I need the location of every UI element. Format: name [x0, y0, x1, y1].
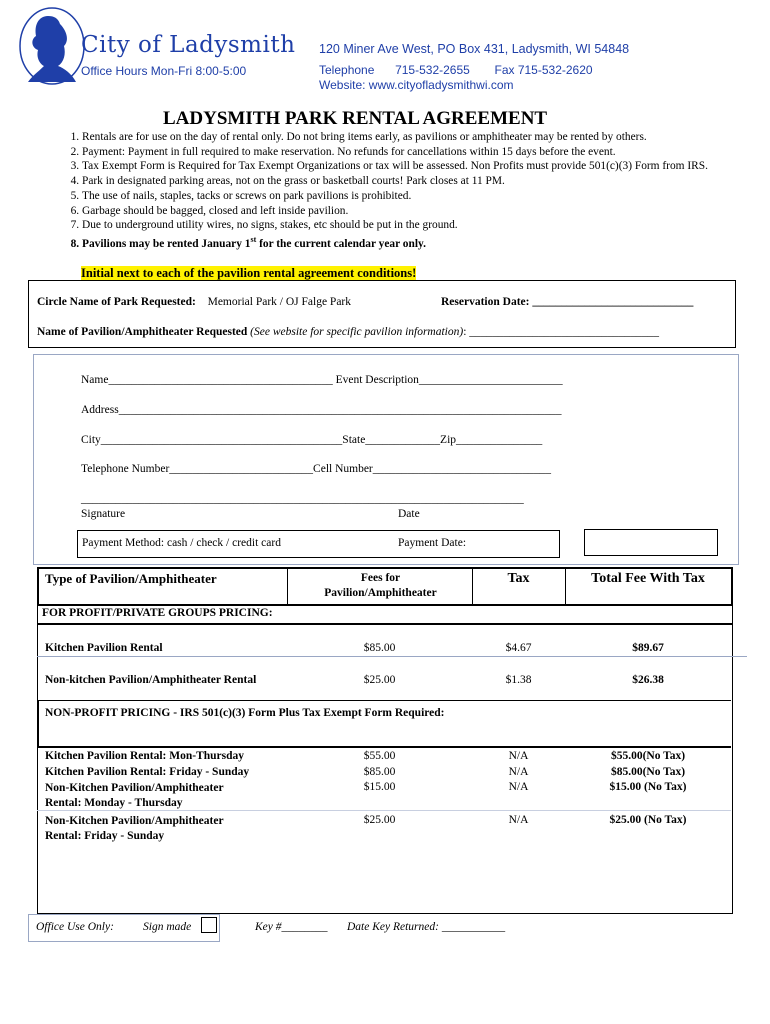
city-state-zip-field[interactable]: City__________________________________________State_____________Zip_______________ [81, 434, 543, 446]
pavilion-line[interactable] [37, 326, 659, 338]
row-fee: $25.00 [363, 814, 396, 826]
rule-item: 7. Due to underground utility wires, no signs, stakes, etc should be put in the ground. [82, 218, 770, 233]
payment-date[interactable]: Payment Date: [398, 537, 467, 549]
city-logo-silhouette [18, 6, 86, 91]
city-address: 120 Miner Ave West, PO Box 431, Ladysmith, WI 54848 [319, 42, 630, 56]
row-tax: $1.38 [505, 674, 532, 686]
header-tax: Tax [507, 571, 530, 586]
reservation-date-field[interactable]: Reservation Date: ____________________________ [441, 296, 694, 308]
header-type: Type of Pavilion/Amphitheater [45, 571, 217, 586]
rule-item: 4. Park in designated parking areas, not on the grass or basketball courts! Park closes at 11 PM. [82, 174, 770, 189]
date-key-returned-field[interactable]: Date Key Returned: ___________ [347, 921, 506, 933]
row-fee: $85.00 [363, 642, 396, 654]
office-use-label: Office Use Only: [36, 921, 114, 933]
non-profit-label: NON-PROFIT PRICING - IRS 501(c)(3) Form Plus Tax Exempt Form Required: [45, 707, 445, 719]
website[interactable]: Website: www.cityofladysmithwi.com [319, 78, 514, 92]
row-type: Kitchen Pavilion Rental: Friday - Sunday [45, 766, 250, 778]
row-divider [37, 810, 731, 811]
rule-item: 3. Tax Exempt Form is Required for Tax Exempt Organizations or tax will be assessed. Non Profits must provide 501(c)(3) Form from IRS. [82, 159, 770, 174]
signature-line[interactable]: _____________________________________________________________________________ [81, 493, 524, 505]
row-type: Kitchen Pavilion Rental: Mon-Thursday [45, 750, 245, 762]
header-total: Total Fee With Tax [591, 571, 705, 586]
pavilion-label: Name of Pavilion/Amphitheater Requested [37, 326, 248, 338]
rule-item: 2. Payment: Payment in full required to make reservation. No refunds for cancellations within 15 days before the event. [82, 145, 770, 160]
row-tax: $4.67 [505, 642, 532, 654]
telephone-number: 715-532-2655 [395, 63, 470, 77]
row-divider [37, 656, 747, 657]
row-divider [37, 700, 39, 746]
row-fee: $15.00 [363, 781, 396, 793]
rule-item: 5. The use of nails, staples, tacks or screws on park pavilions is prohibited. [82, 189, 770, 204]
name-field[interactable]: Name_______________________________________ Event Description_________________________ [81, 374, 563, 386]
col-divider [287, 567, 288, 604]
row-divider [37, 623, 733, 625]
row-divider [37, 700, 731, 701]
row-total: $85.00(No Tax) [610, 766, 686, 778]
office-hours: Office Hours Mon-Fri 8:00-5:00 [81, 64, 247, 78]
office-stamp-box [584, 529, 718, 556]
city-name: City of Ladysmith [81, 32, 296, 58]
park-line [37, 296, 351, 308]
page-title: LADYSMITH PARK RENTAL AGREEMENT [163, 108, 548, 129]
rules-list [34, 130, 770, 251]
key-number-field[interactable]: Key #________ [255, 921, 328, 933]
row-type: Non-Kitchen Pavilion/Amphitheater Rental: Monday - Thursday [45, 782, 224, 809]
rule-item: 8. Pavilions may be rented January 1st for the current calendar year only. [82, 233, 770, 252]
sign-made-label: Sign made [143, 921, 192, 933]
pavilion-note: (See website for specific pavilion information) [250, 326, 464, 338]
row-total: $15.00 (No Tax) [609, 781, 687, 793]
pavilion-blank[interactable]: : _________________________________ [463, 326, 660, 338]
row-divider [37, 746, 731, 748]
payment-method[interactable]: Payment Method: cash / check / credit card [82, 537, 281, 549]
initial-note: Initial next to each of the pavilion rental agreement conditions! [81, 266, 417, 280]
row-fee: $85.00 [363, 766, 396, 778]
telephone-line [319, 63, 593, 77]
date-label: Date [398, 508, 420, 520]
row-type: Kitchen Pavilion Rental [45, 642, 163, 654]
row-total: $89.67 [632, 642, 664, 654]
circle-park-label: Circle Name of Park Requested: [37, 296, 196, 308]
row-fee: $55.00 [363, 750, 396, 762]
row-total: $55.00(No Tax) [610, 750, 686, 762]
fax-number: Fax 715-532-2620 [494, 63, 593, 77]
row-tax: N/A [508, 766, 529, 778]
row-tax: N/A [508, 750, 529, 762]
for-profit-label: FOR PROFIT/PRIVATE GROUPS PRICING: [42, 607, 273, 619]
row-type: Non-kitchen Pavilion/Amphitheater Rental [45, 674, 257, 686]
phone-field[interactable]: Telephone Number_________________________Cell Number_______________________________ [81, 463, 552, 475]
row-tax: N/A [508, 781, 529, 793]
row-fee: $25.00 [363, 674, 396, 686]
row-total: $26.38 [632, 674, 664, 686]
row-type: Non-Kitchen Pavilion/Amphitheater Rental: Friday - Sunday [45, 815, 224, 842]
rule-item: 1. Rentals are for use on the day of rental only. Do not bring items early, as pavilions or amphitheater may be rented by others. [82, 130, 770, 145]
fees-table-outline [37, 567, 733, 914]
rule-item: 6. Garbage should be bagged, closed and left inside pavilion. [82, 204, 770, 219]
telephone-label: Telephone [319, 63, 375, 77]
header-fees: Fees for Pavilion/Amphitheater [324, 572, 437, 599]
sign-made-checkbox[interactable] [201, 917, 217, 933]
signature-label: Signature [81, 508, 126, 520]
row-total: $25.00 (No Tax) [609, 814, 687, 826]
address-field[interactable]: Address_____________________________________________________________________________ [81, 404, 562, 416]
row-tax: N/A [508, 814, 529, 826]
park-options[interactable]: Memorial Park / OJ Falge Park [207, 296, 352, 308]
